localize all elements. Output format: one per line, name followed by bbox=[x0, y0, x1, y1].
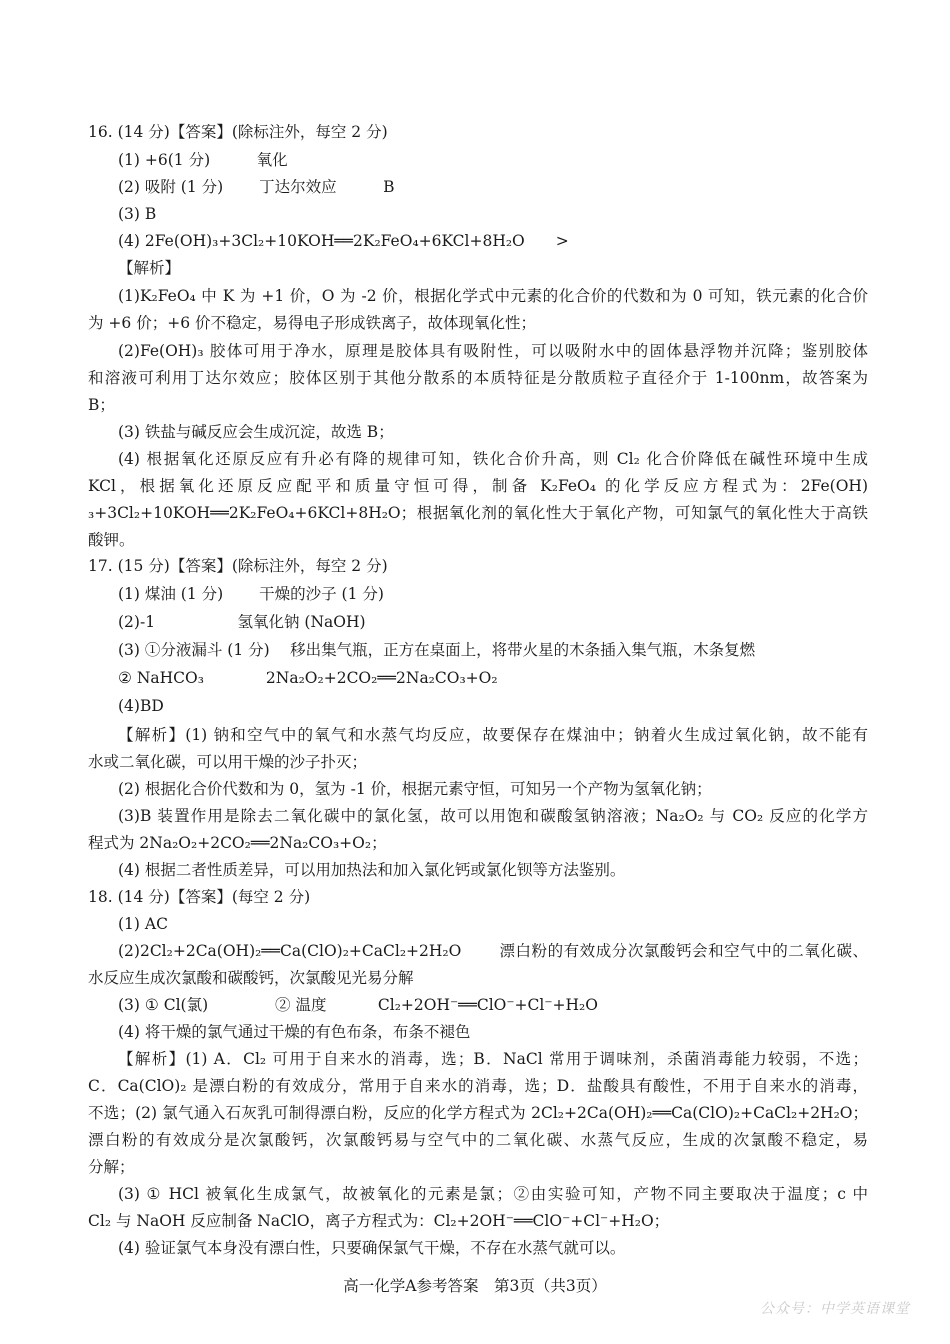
q17-analysis-text: (2) 根据化合价代数和为 0，氢为 -1 价，根据元素守恒，可知另一个产物为氢氧化钠； bbox=[118, 780, 712, 798]
q16-analysis-text: 和溶液可利用丁达尔效应；胶体区别于其他分散系的本质特征是分散质粒子直径介于 1-100nm，故答案为 bbox=[88, 369, 868, 387]
q18-answer-2: (2)2Cl₂+2Ca(OH)₂══Ca(ClO)₂+CaCl₂+2H₂O 漂白粉的有效成分次氯酸钙会和空气中的二氧化碳、 bbox=[118, 942, 868, 960]
q18-analysis-text: 不选；(2) 氯气通入石灰乳可制得漂白粉，反应的化学方程式为 2Cl₂+2Ca(OH)₂══Ca(ClO)₂+CaCl₂+2H₂O； bbox=[88, 1104, 868, 1122]
q18-analysis-text: 【解析】(1) A．Cl₂ 可用于自来水的消毒，选；B．NaCl 常用于调味剂，杀菌消毒能力较弱，不选； bbox=[118, 1050, 868, 1068]
q18-answer-1: (1) AC bbox=[118, 915, 168, 933]
q17-analysis-text: 程式为 2Na₂O₂+2CO₂══2Na₂CO₃+O₂； bbox=[88, 834, 387, 852]
q17-heading: 17. (15 分)【答案】(除标注外，每空 2 分) bbox=[88, 557, 388, 575]
q16-analysis-text: (2)Fe(OH)₃ 胶体可用于净水，原理是胶体具有吸附性，可以吸附水中的固体悬浮物并沉降；鉴别胶体 bbox=[118, 342, 868, 360]
q16-answer-1: (1) +6(1 分) 氧化 bbox=[118, 151, 288, 169]
page-footer: 高一化学A参考答案 第3页（共3页） bbox=[343, 1277, 607, 1295]
q18-analysis-text: C．Ca(ClO)₂ 是漂白粉的有效成分，常用于自来水的消毒，选；D．盐酸具有酸性，不用于自来水的消毒， bbox=[88, 1077, 868, 1095]
q17-analysis-text: (3)B 装置作用是除去二氧化碳中的氯化氢，故可以用饱和碳酸氢钠溶液；Na₂O₂ 与 CO₂ 反应的化学方 bbox=[118, 807, 868, 825]
q16-analysis-text: (3) 铁盐与碱反应会生成沉淀，故选 B； bbox=[118, 423, 394, 441]
q18-analysis-text: 漂白粉的有效成分是次氯酸钙，次氯酸钙易与空气中的二氧化碳、水蒸气反应，生成的次氯酸不稳定，易 bbox=[88, 1131, 868, 1149]
q17-analysis-text: (4) 根据二者性质差异，可以用加热法和加入氯化钙或氯化钡等方法鉴别。 bbox=[118, 861, 626, 879]
q16-analysis-text: KCl，根据氧化还原反应配平和质量守恒可得，制备 K₂FeO₄ 的化学反应方程式为：2Fe(OH) bbox=[88, 477, 868, 495]
q16-analysis-text: 酸钾。 bbox=[88, 531, 135, 549]
q18-analysis-text: (4) 验证氯气本身没有漂白性，只要确保氯气干燥，不存在水蒸气就可以。 bbox=[118, 1239, 626, 1257]
q17-analysis-text: 【解析】(1) 钠和空气中的氧气和水蒸气均反应，故要保存在煤油中；钠着火生成过氧化钠，故不能有 bbox=[118, 726, 868, 744]
q17-analysis-text: 水或二氧化碳，可以用干燥的沙子扑灭； bbox=[88, 753, 368, 771]
q16-answer-3: (3) B bbox=[118, 205, 157, 223]
q17-answer-3b: ② NaHCO₃ 2Na₂O₂+2CO₂══2Na₂CO₃+O₂ bbox=[118, 669, 498, 687]
q16-analysis-text: (1)K₂FeO₄ 中 K 为 +1 价，O 为 -2 价，根据化学式中元素的化合价的代数和为 0 可知，铁元素的化合价 bbox=[118, 287, 868, 305]
q16-analysis-text: (4) 根据氧化还原反应有升必有降的规律可知，铁化合价升高，则 Cl₂ 化合价降低在碱性环境中生成 bbox=[118, 450, 868, 468]
q17-answer-2: (2)-1 氢氧化钠 (NaOH) bbox=[118, 613, 366, 631]
q18-analysis-text: (3) ① HCl 被氧化生成氯气，故被氧化的元素是氯；②由实验可知，产物不同主要取决于温度；c 中 bbox=[118, 1185, 868, 1203]
q18-answer-4: (4) 将干燥的氯气通过干燥的有色布条，布条不褪色 bbox=[118, 1023, 471, 1041]
q16-analysis-text: B； bbox=[88, 396, 115, 414]
q18-answer-2b: 水反应生成次氯酸和碳酸钙，次氯酸见光易分解 bbox=[88, 969, 414, 987]
q18-heading: 18. (14 分)【答案】(每空 2 分) bbox=[88, 888, 311, 906]
q16-analysis-label: 【解析】 bbox=[118, 259, 181, 277]
q16-heading: 16. (14 分)【答案】(除标注外，每空 2 分) bbox=[88, 123, 388, 141]
q17-answer-3: (3) ①分液漏斗 (1 分) 移出集气瓶，正方在桌面上，将带火星的木条插入集气瓶，木条复燃 bbox=[118, 641, 756, 659]
q18-analysis-text: Cl₂ 与 NaOH 反应制备 NaClO，离子方程式为：Cl₂+2OH⁻══ClO⁻+Cl⁻+H₂O； bbox=[88, 1212, 670, 1230]
q16-analysis-text: ₃+3Cl₂+10KOH══2K₂FeO₄+6KCl+8H₂O；根据氧化剂的氧化性大于氧化产物，可知氯气的氧化性大于高铁 bbox=[88, 504, 868, 522]
q17-answer-4: (4)BD bbox=[118, 697, 164, 715]
watermark: 公众号：中学英语课堂 bbox=[760, 1301, 910, 1317]
q18-analysis-text: 分解； bbox=[88, 1158, 135, 1176]
q16-answer-4: (4) 2Fe(OH)₃+3Cl₂+10KOH══2K₂FeO₄+6KCl+8H₂O > bbox=[118, 232, 569, 250]
q17-answer-1: (1) 煤油 (1 分) 干燥的沙子 (1 分) bbox=[118, 585, 384, 603]
q16-answer-2: (2) 吸附 (1 分) 丁达尔效应 B bbox=[118, 178, 395, 196]
q18-answer-3: (3) ① Cl(氯) ② 温度 Cl₂+2OH⁻══ClO⁻+Cl⁻+H₂O bbox=[118, 996, 598, 1014]
q16-analysis-text: 为 +6 价；+6 价不稳定，易得电子形成铁离子，故体现氧化性； bbox=[88, 314, 536, 332]
